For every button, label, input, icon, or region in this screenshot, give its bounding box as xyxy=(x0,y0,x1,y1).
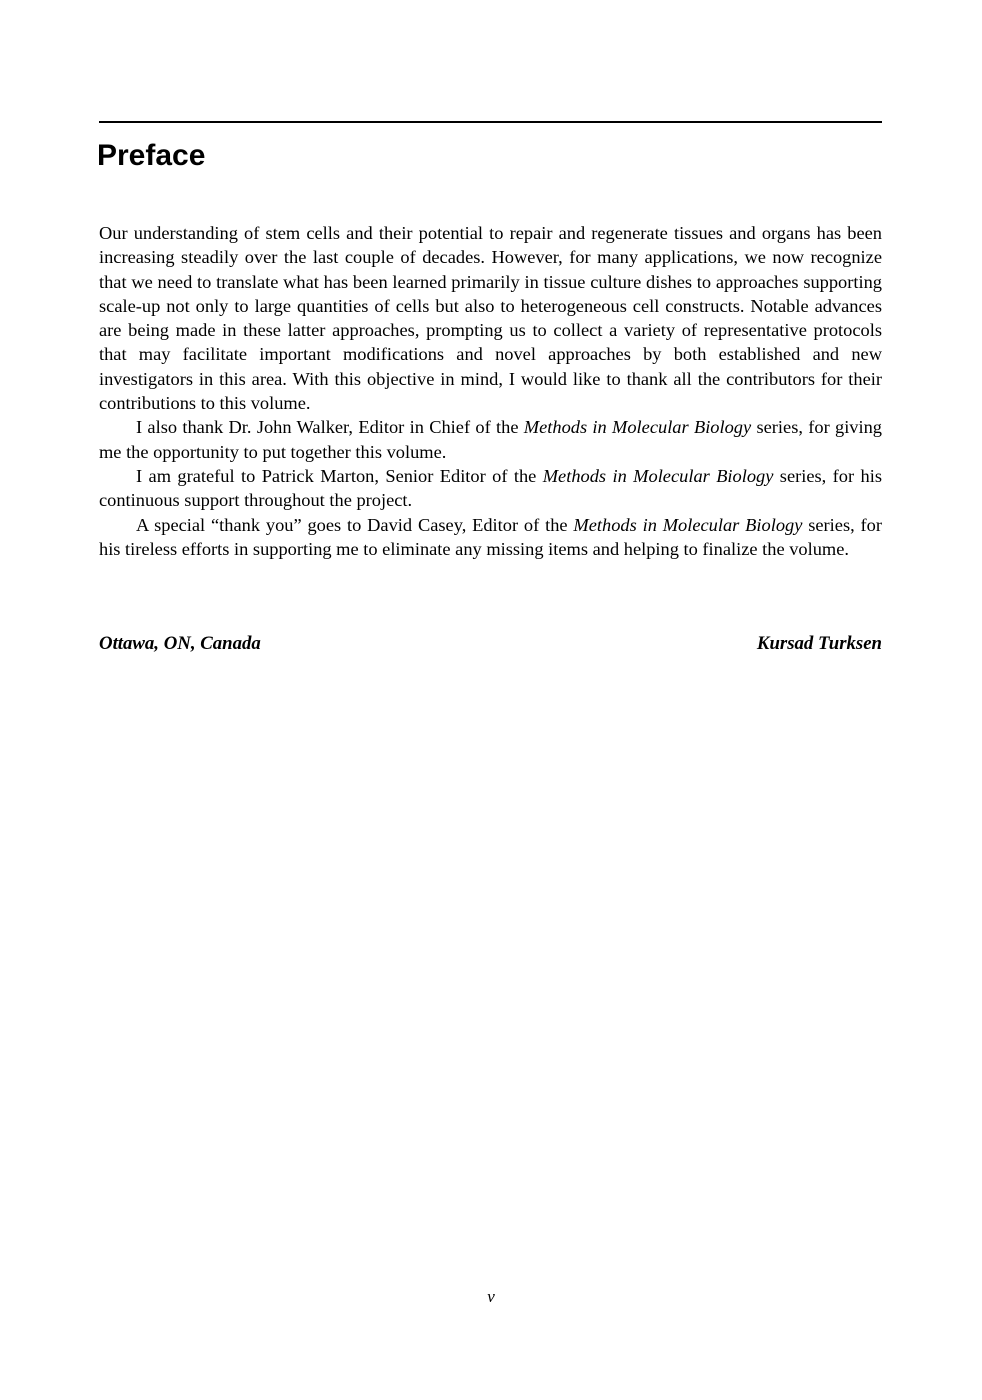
header-rule xyxy=(99,121,882,123)
paragraph-3 xyxy=(99,464,882,513)
paragraph-4-text-post: series, for his tireless efforts in supporting me to eliminate any missing items and helping to finalize the volume. xyxy=(99,514,882,559)
signature-author: Kursad Turksen xyxy=(756,633,882,654)
preface-body xyxy=(99,221,882,561)
paragraph-2-text-post: series, for giving me the opportunity to put together this volume. xyxy=(99,417,883,462)
paragraph-4-text-pre: A special “thank you” goes to David Casey, Editor of the xyxy=(136,514,574,535)
page-title: Preface xyxy=(97,139,206,172)
signature-place: Ottawa, ON, Canada xyxy=(99,633,261,654)
series-title-italic: Methods in Molecular Biology xyxy=(573,514,803,535)
paragraph-1-text: Our understanding of stem cells and their potential to repair and regenerate tissues and organs has been increasing steadily over the last couple of decades. However, for many applications, we now recognize that we need to translate what has been learned primarily in tissue culture dishes to approaches supporting scale-up not only to large quantities of cells but also to heterogeneous cell constructs. Notable advances are being made in these latter approaches, prompting us to collect a variety of representative protocols that may facilitate important modifications and novel approaches by both established and new investigators in this area. With this objective in mind, I would like to thank all the contributors for their contributions to this volume. xyxy=(99,223,882,414)
paragraph-2 xyxy=(99,415,882,464)
page-number: v xyxy=(487,1287,495,1306)
paragraph-1 xyxy=(99,221,882,415)
series-title-italic: Methods in Molecular Biology xyxy=(523,417,752,438)
paragraph-3-text-post: series, for his continuous support throughout the project. xyxy=(99,465,882,511)
series-title-italic: Methods in Molecular Biology xyxy=(542,465,774,486)
paragraph-3-text-pre: I am grateful to Patrick Marton, Senior Editor of the xyxy=(136,465,543,486)
paragraph-4 xyxy=(99,513,882,562)
paragraph-2-text-pre: I also thank Dr. John Walker, Editor in Chief of the xyxy=(136,417,524,438)
signature-line xyxy=(99,633,882,655)
